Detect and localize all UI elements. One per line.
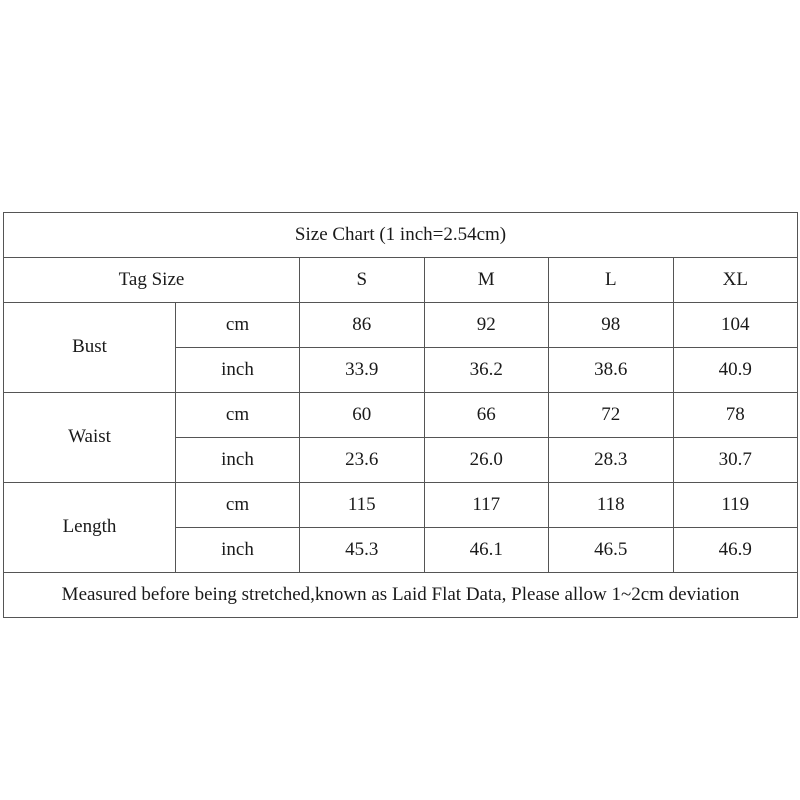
unit-label: cm — [176, 393, 300, 438]
bust-cm-row — [4, 303, 798, 348]
unit-label: inch — [176, 528, 300, 573]
waist-label: Waist — [4, 393, 176, 483]
tag-size-header: Tag Size — [4, 258, 300, 303]
table-cell: 46.1 — [424, 528, 549, 573]
table-cell: 45.3 — [300, 528, 425, 573]
length-label: Length — [4, 483, 176, 573]
table-cell: 72 — [549, 393, 674, 438]
unit-label: cm — [176, 303, 300, 348]
table-cell: 66 — [424, 393, 549, 438]
table-cell: 28.3 — [549, 438, 674, 483]
title-row — [4, 213, 798, 258]
table-cell: 119 — [673, 483, 798, 528]
table-cell: 118 — [549, 483, 674, 528]
size-header-m: M — [424, 258, 549, 303]
table-cell: 86 — [300, 303, 425, 348]
waist-cm-row — [4, 393, 798, 438]
size-header-xl: XL — [673, 258, 798, 303]
table-cell: 78 — [673, 393, 798, 438]
size-chart-table — [3, 212, 798, 618]
table-cell: 38.6 — [549, 348, 674, 393]
bust-label: Bust — [4, 303, 176, 393]
table-cell: 26.0 — [424, 438, 549, 483]
table-cell: 115 — [300, 483, 425, 528]
measurement-note: Measured before being stretched,known as Laid Flat Data, Please allow 1~2cm deviation — [4, 573, 798, 618]
table-cell: 104 — [673, 303, 798, 348]
size-header-s: S — [300, 258, 425, 303]
table-cell: 46.9 — [673, 528, 798, 573]
chart-title: Size Chart (1 inch=2.54cm) — [4, 213, 798, 258]
table-cell: 30.7 — [673, 438, 798, 483]
table-cell: 46.5 — [549, 528, 674, 573]
size-header-l: L — [549, 258, 674, 303]
unit-label: cm — [176, 483, 300, 528]
table-cell: 36.2 — [424, 348, 549, 393]
length-cm-row — [4, 483, 798, 528]
header-row — [4, 258, 798, 303]
table-cell: 40.9 — [673, 348, 798, 393]
table-cell: 98 — [549, 303, 674, 348]
unit-label: inch — [176, 348, 300, 393]
table-cell: 33.9 — [300, 348, 425, 393]
table-cell: 60 — [300, 393, 425, 438]
table-cell: 117 — [424, 483, 549, 528]
note-row — [4, 573, 798, 618]
unit-label: inch — [176, 438, 300, 483]
table-cell: 23.6 — [300, 438, 425, 483]
table-cell: 92 — [424, 303, 549, 348]
